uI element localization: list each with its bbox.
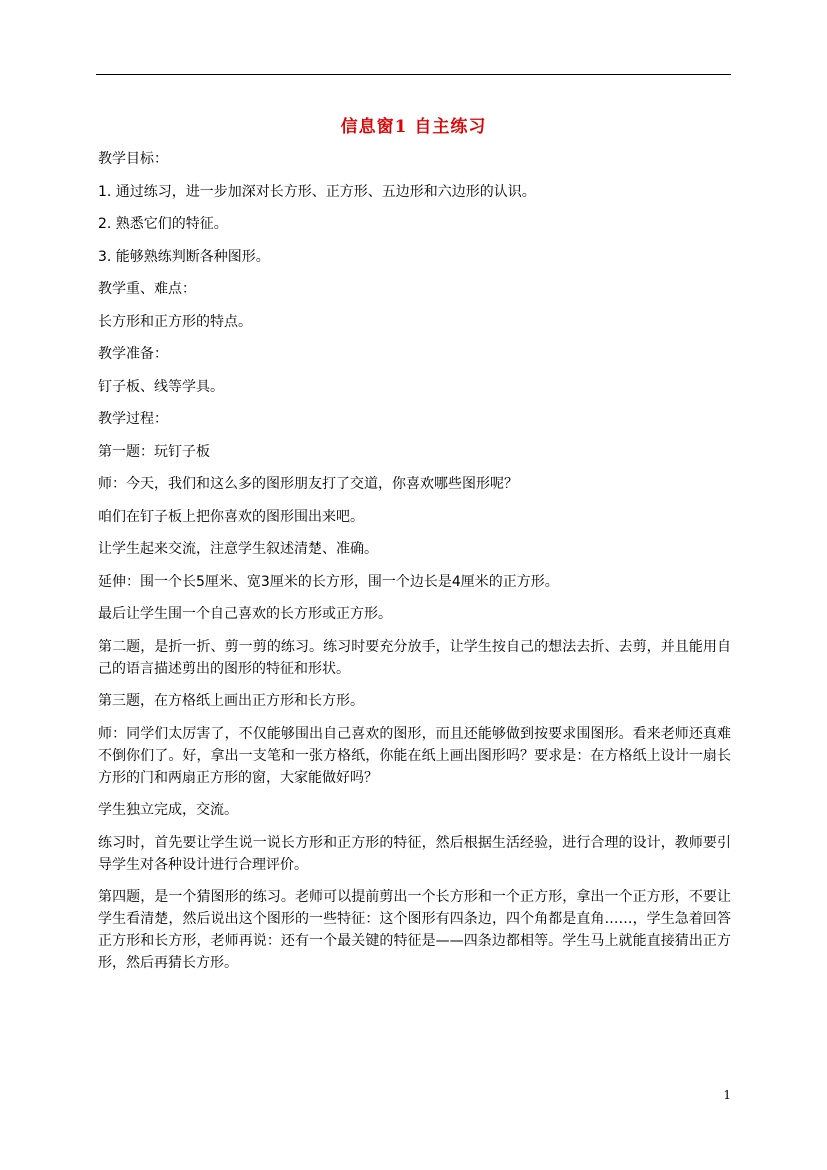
section-heading-preparation: 教学准备： xyxy=(98,346,168,362)
paragraph: 学生独立完成，交流。 xyxy=(98,802,238,818)
exercise-2-paragraph: 第二题，是折一折、剪一剪的练习。练习时要充分放手，让学生按自己的想法去折、去剪，并且能用自己的语言描述剪出的图形的特征和形状。 xyxy=(98,638,731,677)
paragraph: 师：今天，我们和这么多的图形朋友打了交道，你喜欢哪些图形呢？ xyxy=(98,476,518,492)
page-title: 信息窗1 自主练习 xyxy=(340,117,487,137)
objective-1: 1. 通过练习，进一步加深对长方形、正方形、五边形和六边形的认识。 xyxy=(98,183,536,200)
paragraph: 最后让学生围一个自己喜欢的长方形或正方形。 xyxy=(98,606,392,622)
paragraph: 师：同学们太厉害了，不仅能够围出自己喜欢的图形，而且还能够做到按要求围图形。看来老师还真难不倒你们了。好，拿出一支笔和一张方格纸，你能在纸上画出图形吗？要求是：在方格纸上设计一扇长方形的门和两扇正方形的窗，大家能做好吗？ xyxy=(98,725,731,786)
paragraph: 练习时，首先要让学生说一说长方形和正方形的特征，然后根据生活经验，进行合理的设计，教师要引导学生对各种设计进行合理评价。 xyxy=(98,834,731,873)
preparation-text: 钉子板、线等学具。 xyxy=(98,378,224,395)
paragraph: 让学生起来交流，注意学生叙述清楚、准确。 xyxy=(98,541,378,557)
key-points-text: 长方形和正方形的特点。 xyxy=(98,313,252,330)
paragraph: 咱们在钉子板上把你喜欢的图形围出来吧。 xyxy=(98,508,364,525)
exercise-3-heading: 第三题，在方格纸上画出正方形和长方形。 xyxy=(98,693,364,709)
objective-3: 3. 能够熟练判断各种图形。 xyxy=(98,248,270,265)
section-heading-key-points: 教学重、难点： xyxy=(98,281,196,297)
objective-2: 2. 熟悉它们的特征。 xyxy=(98,216,228,232)
page-number: 1 xyxy=(723,1088,731,1102)
paragraph: 延伸：围一个长5厘米、宽3厘米的长方形，围一个边长是4厘米的正方形。 xyxy=(98,573,559,590)
section-heading-process: 教学过程： xyxy=(98,411,168,427)
exercise-1-heading: 第一题：玩钉子板 xyxy=(98,443,210,460)
section-heading-objectives: 教学目标： xyxy=(98,151,168,167)
exercise-4-paragraph: 第四题，是一个猜图形的练习。老师可以提前剪出一个长方形和一个正方形，拿出一个正方形，不要让学生看清楚，然后说出这个图形的一些特征：这个图形有四条边，四个角都是直角……，学生急着回答正方形和长方形，老师再说：还有一个最关键的特征是——四条边都相等。学生马上就能直接猜出正方形，然后再猜长方形。 xyxy=(98,889,731,971)
document-body xyxy=(98,148,731,985)
header-rule xyxy=(96,74,731,75)
